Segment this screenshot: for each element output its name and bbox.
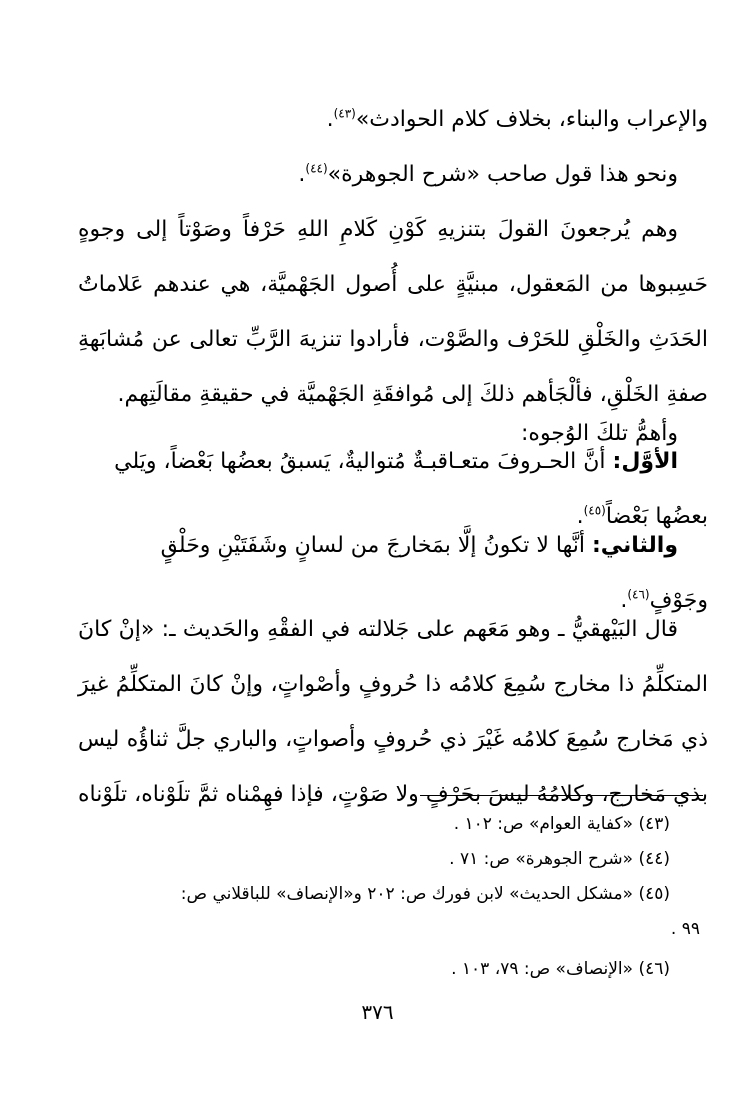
text-line: الأوَّل: أنَّ الحـروفَ متعـاقبـةٌ مُتواليةٌ، يَسبقُ بعضُها بَعْضاً، ويَلي	[114, 449, 678, 474]
footnote-45-continued: ٩٩ .	[670, 919, 700, 939]
footnote-ref[interactable]: (٤٥)	[583, 503, 606, 518]
page-number: ٣٧٦	[361, 1000, 394, 1024]
footnote-ref[interactable]: (٤٤)	[305, 161, 328, 176]
text-line: وجَوْفٍ$^{(٤٦)}$.	[620, 587, 708, 613]
paragraph-3	[78, 202, 708, 422]
text-line: بعضُها بَعْضاً$^{(٤٥)}$.	[576, 503, 708, 529]
text-line: صفةِ الخَلْقِ، فألْجَأهم ذلكَ إلى مُوافقَةِ الجَهْميَّة في حقيقةِ مقالَتِهم.	[117, 382, 708, 407]
paragraph-2	[78, 147, 708, 202]
footnote-45: (٤٥) «مشكل الحديث» لابن فورك ص: ٢٠٢ و«الإنصاف» للباقلاني ص:	[180, 884, 670, 904]
footnote-43: (٤٣) «كفاية العوام» ص: ١٠٢ .	[453, 814, 670, 834]
text-line: وأهمُّ تلكَ الوُجوه:	[521, 421, 678, 446]
text-line: ونحو هذا قول صاحب «شرح الجوهرة»$^{(٤٤)}$.	[298, 161, 678, 187]
text-line: قال البَيْهقيُّ ـ وهو مَعَهم على جَلالته في الفقْهِ والحَديث ـ: «إنْ كانَ	[78, 617, 678, 642]
footnote-46: (٤٦) «الإنصاف» ص: ٧٩، ١٠٣ .	[451, 959, 670, 979]
footnote-ref[interactable]: (٤٦)	[627, 587, 650, 602]
point-label: والثاني:	[591, 533, 678, 558]
text-line: بذي مَخارج، وكلامُهُ ليسَ بحَرْفٍ ولا صَوْتٍ، فإذا فهِمْناه ثمَّ تلَوْناه، تلَوْناه	[78, 782, 708, 807]
point-label: الأوَّل:	[612, 449, 678, 474]
text-line: حَسِبوها من المَعقول، مبنيَّةٍ على أُصول الجَهْميَّة، هي عندهم عَلاماتُ	[78, 272, 708, 297]
text-line: وهم يُرجعونَ القولَ بتنزيهِ كَوْنِ كَلامِ اللهِ حَرْفاً وصَوْتاً إلى وجوهٍ	[78, 217, 678, 242]
footnote-44: (٤٤) «شرح الجوهرة» ص: ٧١ .	[449, 849, 670, 869]
paragraph-1	[78, 92, 708, 147]
footnote-separator	[420, 795, 703, 796]
paragraph-7	[78, 602, 708, 822]
text-line: والثاني: أنَّها لا تكونُ إلَّا بمَخارجَ من لسانٍ وشَفَتَيْنِ وحَلْقٍ	[160, 533, 678, 558]
text-line: المتكلِّمُ ذا مخارج سُمِعَ كلامُه ذا حُروفٍ وأصْواتٍ، وإنْ كانَ المتكلِّمُ غيرَ	[78, 672, 708, 697]
text-line: ذي مَخارج سُمِعَ كلامُه غَيْرَ ذي حُروفٍ وأصواتٍ، والباري جلَّ ثناؤُه ليس	[78, 727, 708, 752]
footnote-ref[interactable]: (٤٣)	[333, 106, 356, 121]
text-line: الحَدَثِ والخَلْقِ للحَرْف والصَّوْت، فأرادوا تنزيهَ الرَّبِّ تعالى عن مُشابَهةِ	[78, 327, 708, 352]
text-line: والإعراب والبناء، بخلاف كلام الحوادث»$^{(٤٣)}$.	[326, 106, 708, 132]
